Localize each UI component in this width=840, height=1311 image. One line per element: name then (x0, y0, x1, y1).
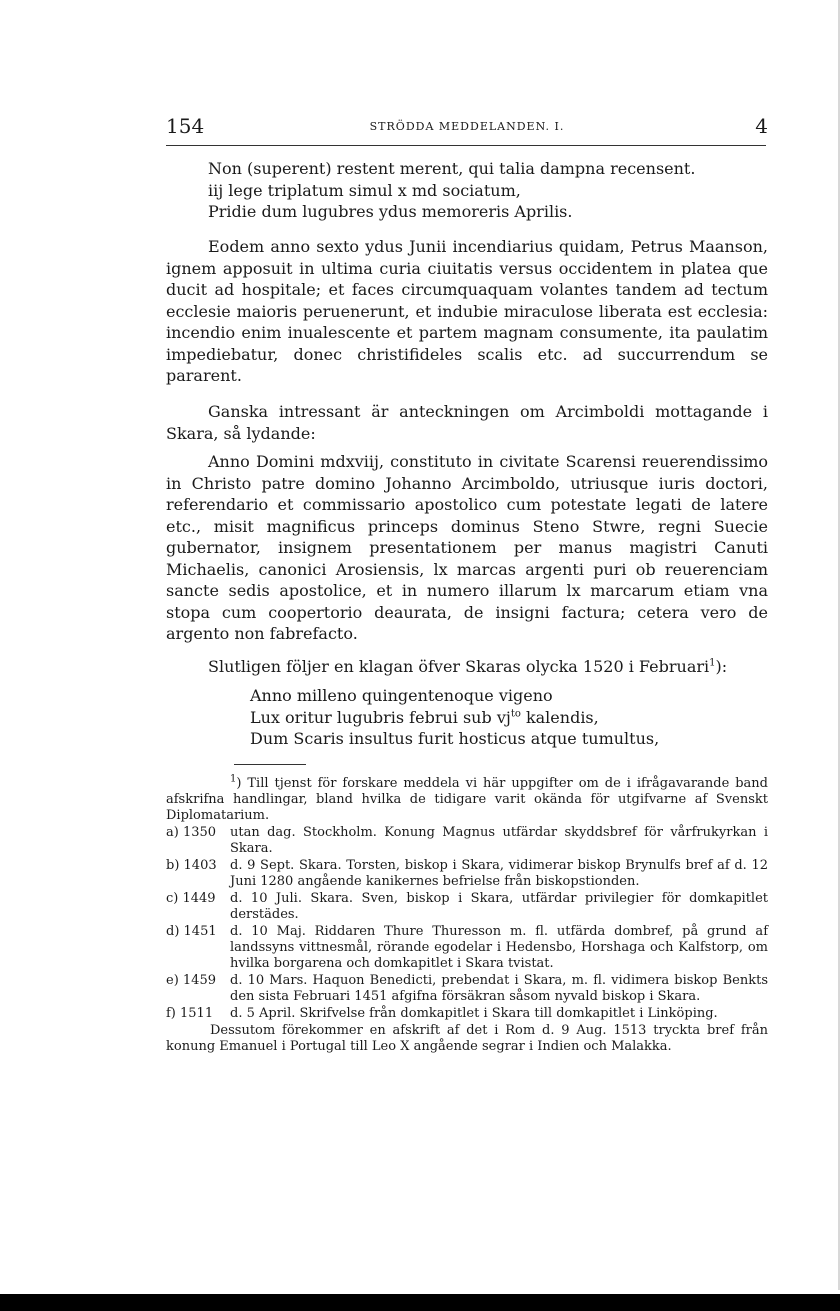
page-number: 154 (166, 114, 205, 138)
footnote-item-label: b) 1403 (166, 858, 217, 873)
footnote-intro-text: Till tjenst för forskare meddela vi här uppgifter om de i ifrågavarande band afskrifna handlingar, bland hvilka de tidigare varit okända för utgifvarne af Svenskt Diplomatarium. (166, 776, 768, 823)
verse-line-text: Lux oritur lugubris februi sub vj (250, 707, 511, 727)
slutligen-text: Slutligen följer en klagan öfver Skaras olycka 1520 i Februari (208, 657, 710, 676)
verse-line: Anno milleno quingentenoque vigeno (250, 686, 553, 705)
footnote-item-label: e) 1459 (166, 973, 216, 988)
verse-line: Dum Scaris insultus furit hosticus atque tumultus, (250, 729, 660, 748)
running-title: STRÖDDA MEDDELANDEN. I. (369, 120, 565, 133)
verse-line-text: kalendis, (520, 707, 599, 727)
footnote-item-text: d. 10 Juli. Skara. Sven, biskop i Skara, utfärdar privilegier för domkapitlet derstädes. (230, 891, 768, 922)
footnote-item (166, 924, 768, 972)
footnote-intro: $^1$) Till tjenst för forskare meddela vi här uppgifter om de i ifrågavarande band afskrifna handlingar, bland hvilka de tidigare varit okända för utgifvarne af Svenskt Diplomatarium. (166, 773, 768, 823)
footnote-item (166, 891, 768, 923)
footnote-item-text: d. 10 Maj. Riddaren Thure Thuresson m. fl. utfärda dombref, på grund af landssyns vittnesmål, rörande egodelar i Hedensbo, Horshaga och Kalfstorp, om hvilka borgarena och domkapitlet i Skara tvistat. (230, 924, 768, 971)
ordinal-suffix: to (510, 708, 521, 720)
footnote-item-label: c) 1449 (166, 891, 216, 906)
footnote-item-text: utan dag. Stockholm. Konung Magnus utfärdar skyddsbref för vårfrukyrkan i Skara. (230, 825, 768, 856)
verse-line: Pridie dum lugubres ydus memoreris Aprilis. (208, 202, 573, 221)
footnote-item (166, 1006, 768, 1022)
footnote-item (166, 858, 768, 890)
header-rule (166, 145, 766, 146)
footnote-marker: 1 (230, 773, 237, 785)
footnotes (166, 773, 768, 1055)
slutligen-end: ): (715, 657, 728, 676)
paragraph-ganska: Ganska intressant är anteckningen om Arcimboldi mottagande i Skara, så lydande: (166, 402, 768, 443)
footnote-item-text: d. 9 Sept. Skara. Torsten, biskop i Skara, vidimerar biskop Brynulfs bref af d. 12 Juni 1280 angående kanikernes befrielse från biskopstionden. (230, 858, 768, 889)
paragraph-anno: Anno Domini mdxviij, constituto in civitate Scarensi reuerendissimo in Christo patre domino Johanno Arcimboldo, utriusque iuris doctori, referendario et commissario apostolico cum potestate legati de latere etc., misit magnificus princeps dominus Steno Stwre, regni Suecie gubernator, insignem presentationem per manus magistri Canuti Michaelis, canonici Arosiensis, lx marcas argenti puri ob reuerenciam sancte sedis apostolice, et in numero illarum lx marcarum etiam vna stopa cum coopertorio deaurata, de insigni factura; cetera vero de argento non fabrefacto. (166, 452, 768, 643)
verse-block-2 (250, 685, 768, 750)
footnote-item-label: d) 1451 (166, 924, 217, 939)
footnote-item-text: d. 10 Mars. Haquon Benedicti, prebendat i Skara, m. fl. vidimera biskop Benkts den sista Februari 1451 afgifna försäkran såsom nyvald biskop i Skara. (230, 973, 768, 1004)
footnote-item (166, 973, 768, 1005)
page-header (166, 114, 768, 144)
signature-mark: 4 (755, 114, 768, 138)
footnote-item-text: d. 5 April. Skrifvelse från domkapitlet i Skara till domkapitlet i Linköping. (230, 1006, 718, 1021)
footnote-item-label: a) 1350 (166, 825, 217, 840)
verse-line: iij lege triplatum simul x md sociatum, (208, 180, 521, 200)
footnote-closing: Dessutom förekommer en afskrift af det i Rom d. 9 Aug. 1513 tryckta bref från konung Emanuel i Portugal till Leo X angående segrar i Indien och Malakka. (166, 1023, 768, 1054)
verse-block-1 (208, 158, 768, 223)
footnote-item (166, 825, 768, 857)
scan-bottom-border (0, 1294, 840, 1311)
verse-line: Non (superent) restent merent, qui talia dampna recensent. (208, 159, 696, 178)
verse-line (250, 707, 768, 729)
footnote-ref: 1 (709, 657, 716, 669)
paragraph-slutligen (166, 656, 768, 678)
footnote-item-label: f) 1511 (166, 1006, 214, 1021)
footnote-rule (234, 764, 306, 765)
paragraph-eodem: Eodem anno sexto ydus Junii incendiarius quidam, Petrus Maanson, ignem apposuit in ultima curia ciuitatis versus occidentem in platea que ducit ad hospitale; et faces circumquaquam volantes tandem ad tectum ecclesie maioris peruenerunt, et indubie miraculose liberata est ecclesia: incendio enim inualescente et partem magnam consumente, ita paulatim impediebatur, donec christifideles scalis etc. ad succurrendum se pararent. (166, 237, 768, 385)
